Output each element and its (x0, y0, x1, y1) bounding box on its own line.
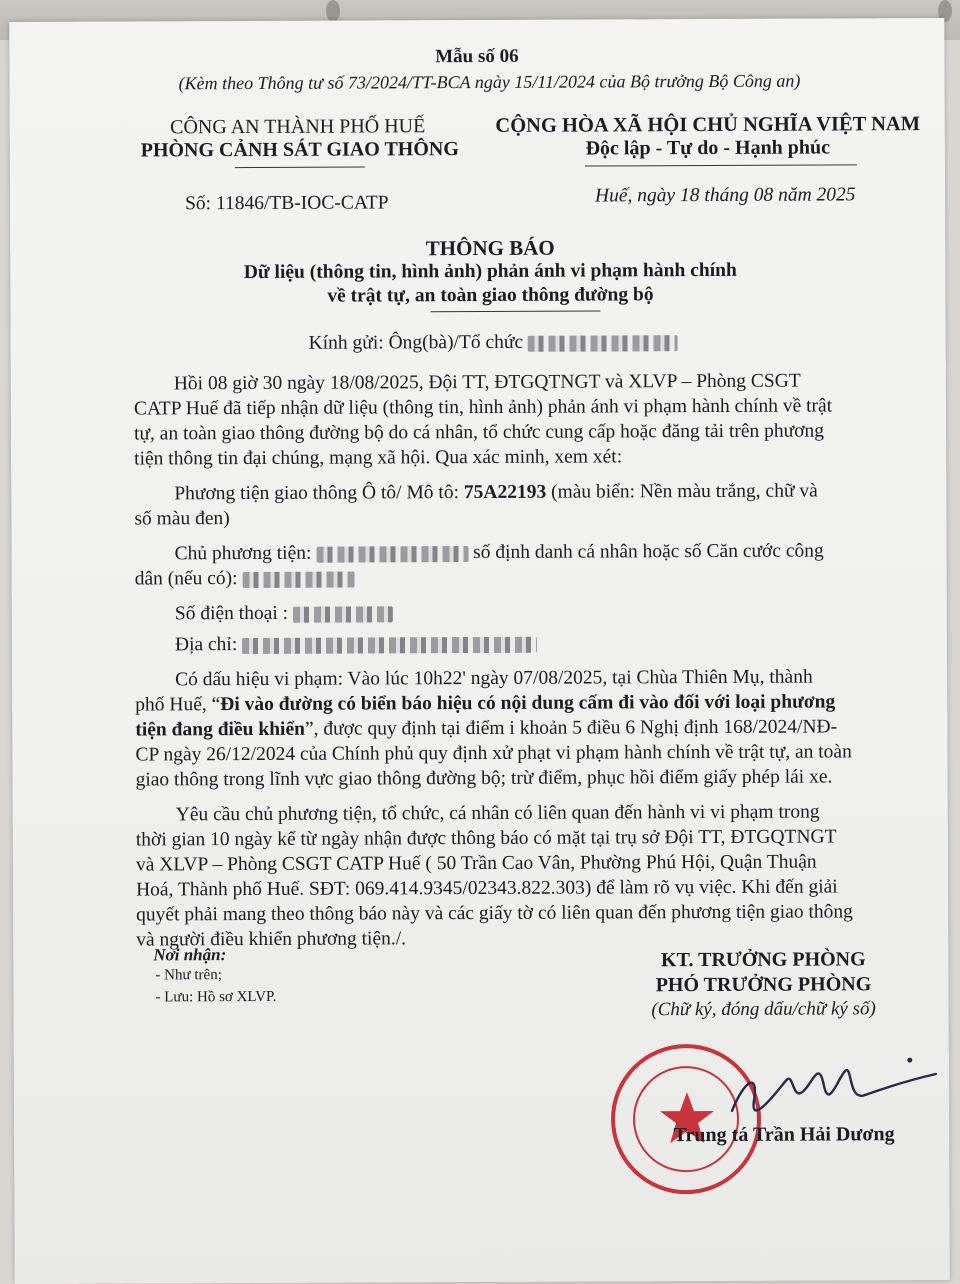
country-underline (585, 164, 857, 166)
signer-title-2: PHÓ TRƯỞNG PHÒNG (655, 973, 872, 997)
owner-line-2 (135, 568, 355, 591)
country-line-2: Độc lập - Tự do - Hạnh phúc (585, 136, 831, 160)
request-line: quyết phải mang theo thông báo này và các giấy tờ có liên quan đến phương tiện giao thông (136, 901, 853, 926)
phone-label: Số điện thoại : (174, 602, 289, 625)
document-subtitle-1: Dữ liệu (thông tin, hình ảnh) phản ánh vi phạm hành chính (243, 259, 737, 284)
redacted-phone (293, 606, 393, 622)
attached-note: (Kèm theo Thông tư số 73/2024/TT-BCA ngày 15/11/2024 của Bộ trưởng Bộ Công an) (178, 70, 801, 94)
violation-line (135, 716, 837, 741)
recipient-label: Kính gửi: Ông(bà)/Tổ chức (308, 331, 524, 354)
request-line: thời gian 10 ngày kể từ ngày nhận được thông báo có mặt tại trụ sở Đội TT, ĐTGQTNGT (135, 826, 837, 851)
document-title: THÔNG BÁO (425, 235, 555, 261)
request-line: Yêu cầu chủ phương tiện, tổ chức, cá nhân có liên quan đến hành vi vi phạm trong (175, 801, 820, 826)
agency-line-1: CÔNG AN THÀNH PHỐ HUẾ (170, 115, 426, 139)
recipients-title: Nơi nhận: (153, 945, 227, 965)
recipient-item: - Như trên; (155, 967, 222, 984)
agency-underline (235, 166, 365, 168)
violation-text: ”, được quy định tại điểm i khoản 5 điều 6 Nghị định 168/2024/NĐ- (304, 716, 838, 740)
redacted-recipient (528, 335, 678, 352)
vehicle-line (174, 481, 818, 506)
violation-line (135, 691, 835, 716)
violation-line: giao thông trong lĩnh vực giao thông đường bộ; trừ điểm, phục hồi điểm giấy phép lái xe. (135, 766, 833, 791)
paragraph-line: CATP Huế đã tiếp nhận dữ liệu (thông tin, hình ảnh) phản ánh vi phạm hành chính về trật (133, 395, 833, 420)
address-line (175, 633, 537, 657)
violation-line: Có dấu hiệu vi phạm: Vào lúc 10h22' ngày 07/08/2025, tại Chùa Thiên Mụ, thành (175, 666, 813, 691)
license-plate: 75A22193 (463, 481, 547, 504)
request-line: Hoá, Thành phố Huế. SĐT: 069.414.9345/02343.822.303) để làm rõ vụ việc. Khi đến giải (135, 876, 838, 901)
signer-title-1: KT. TRƯỞNG PHÒNG (660, 948, 866, 972)
redacted-citizen-id (242, 571, 354, 587)
place-date: Huế, ngày 18 tháng 08 năm 2025 (594, 184, 856, 207)
vehicle-line-2: số màu đen) (134, 508, 230, 530)
redacted-address (242, 636, 537, 653)
document-number: Số: 11846/TB-IOC-CATP (185, 192, 389, 215)
violation-description: Đi vào đường có biển báo hiệu có nội dung cấm đi vào đối với loại phương (220, 691, 836, 716)
fabric-tuft (326, 0, 340, 22)
owner-label: Chủ phương tiện: (174, 542, 312, 565)
paragraph-line: tiện thông tin đại chúng, mạng xã hội. Qua xác minh, xem xét: (134, 446, 623, 470)
phone-line (175, 602, 393, 625)
paragraph-line: tự, an toàn giao thông đường bộ do cá nhân, tổ chức cung cấp hoặc đăng tải trên phương (134, 420, 825, 445)
paragraph-line: Hồi 08 giờ 30 ngày 18/08/2025, Đội TT, ĐTGQTNGT và XLVP – Phòng CSGT (173, 370, 801, 395)
violation-description: tiện đang điều khiển (135, 718, 305, 741)
recipient-item: - Lưu: Hồ sơ XLVP. (155, 988, 277, 1006)
redacted-owner-name (316, 546, 468, 563)
violation-text: phố Huế, “ (135, 694, 221, 716)
vehicle-label: Phương tiện giao thông Ô tô/ Mô tô: (174, 482, 460, 505)
recipient-line (309, 331, 678, 355)
plate-color-note: (màu biển: Nền màu trắng, chữ và (551, 480, 818, 503)
address-label: Địa chỉ: (174, 634, 238, 656)
request-line: và người điều khiển phương tiện./. (136, 928, 407, 951)
agency-line-2: PHÒNG CẢNH SÁT GIAO THÔNG (140, 138, 459, 162)
country-line-1: CỘNG HÒA XÃ HỘI CHỦ NGHĨA VIỆT NAM (495, 113, 921, 137)
citizen-id-label: dân (nếu có): (134, 568, 238, 590)
document-subtitle-2: về trật tự, an toàn giao thông đường bộ (327, 284, 654, 307)
owner-line (175, 540, 824, 565)
title-underline (431, 310, 601, 312)
signer-name: Trung tá Trần Hải Dương (673, 1123, 895, 1147)
violation-line: CP ngày 26/12/2024 của Chính phủ quy định xử phạt vi phạm hành chính về trật tự, an toàn (135, 741, 852, 766)
request-line: và XLVP – Phòng CSGT CATP Huế ( 50 Trần Cao Vân, Phường Phú Hội, Quận Thuận (135, 851, 817, 876)
signature-note: (Chữ ký, đóng dấu/chữ ký số) (651, 998, 876, 1021)
form-number: Mẫu số 06 (435, 45, 519, 68)
document-page (9, 18, 949, 1284)
owner-id-label: số định danh cá nhân hoặc số Căn cước công (473, 540, 824, 564)
